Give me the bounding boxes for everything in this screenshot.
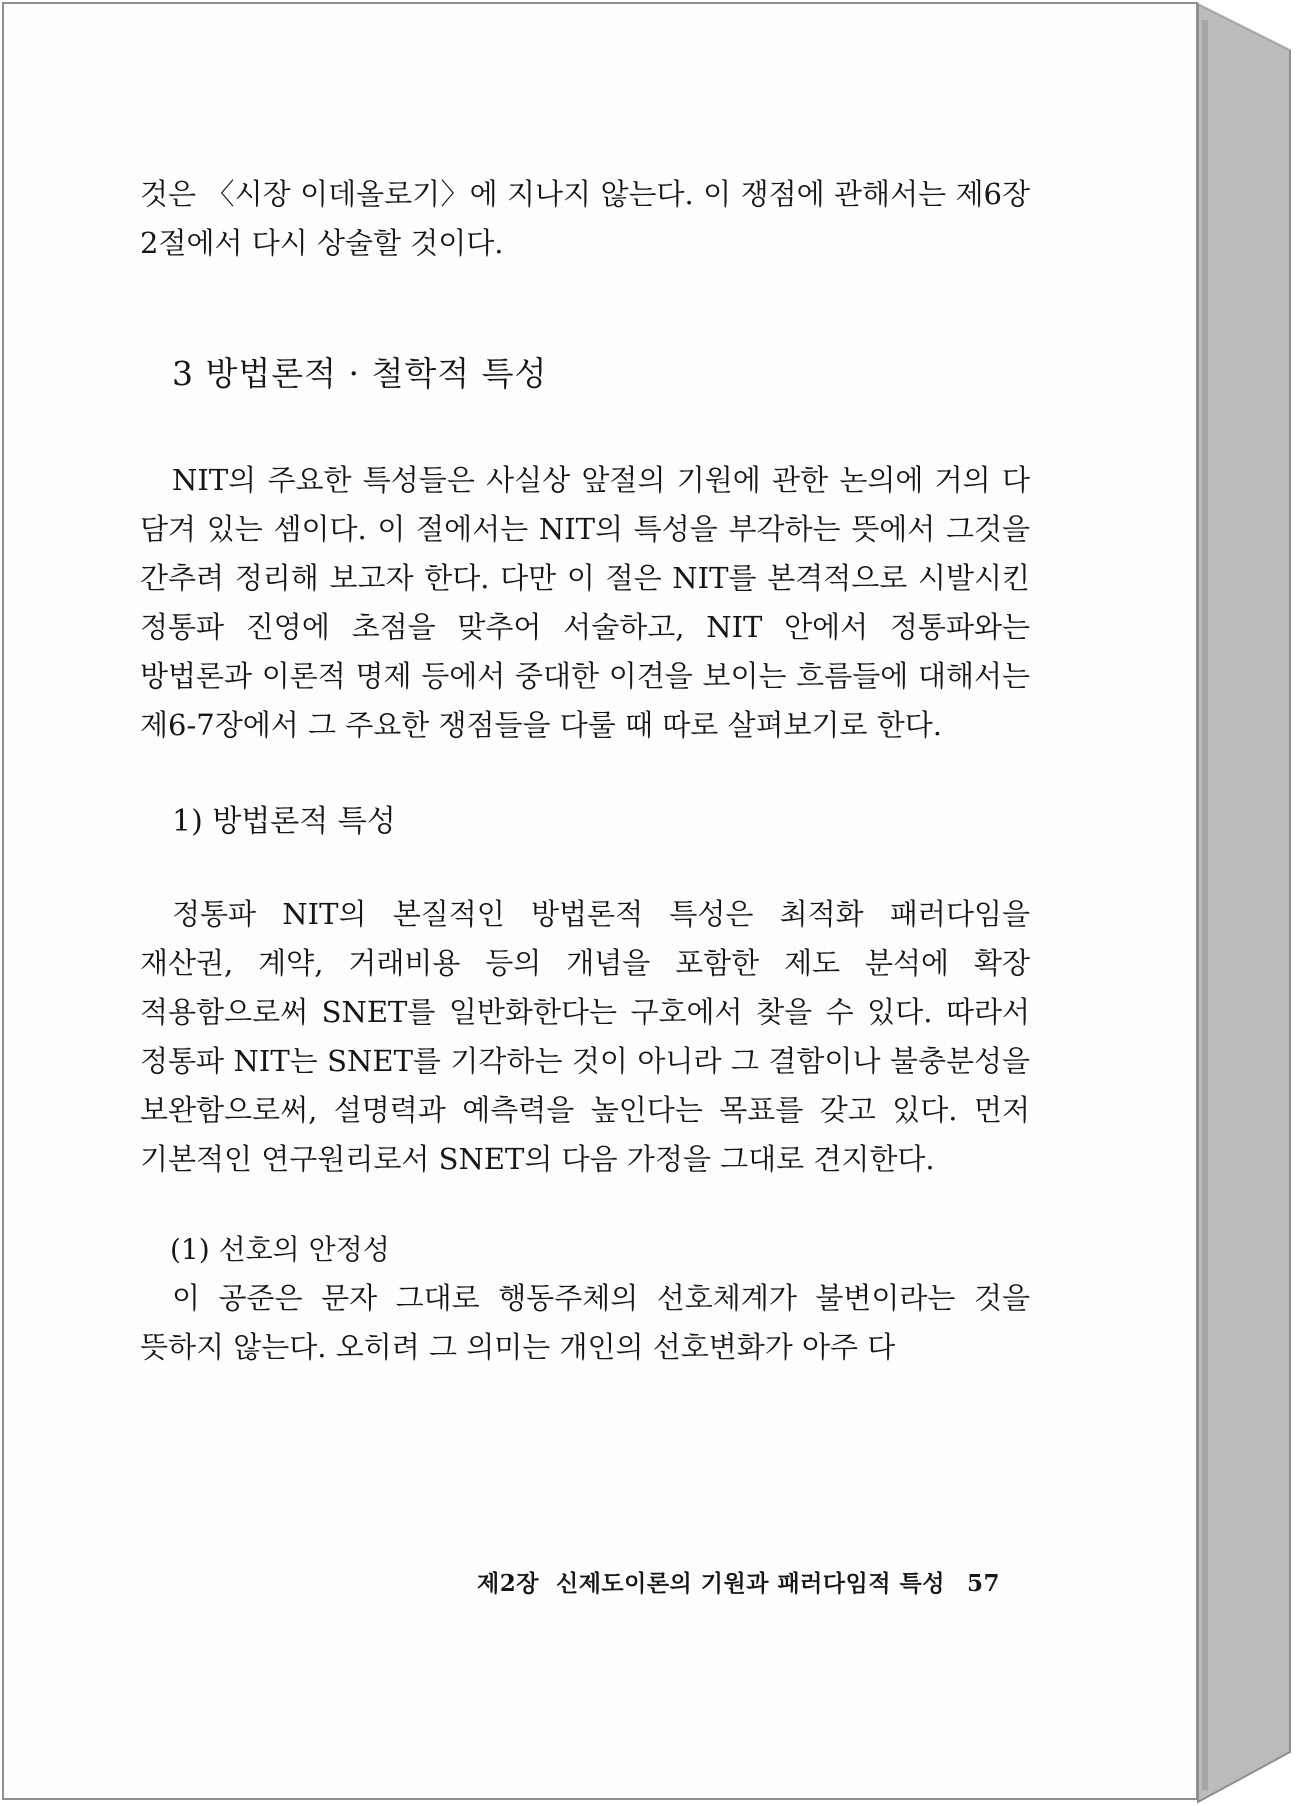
subsection-heading: 1) 방법론적 특성: [172, 804, 396, 839]
page-footer: [420, 1568, 1000, 1600]
intro-paragraph: 것은 〈시장 이데올로기〉에 지나지 않는다. 이 쟁점에 관해서는 제6장 2절에서 다시 상술할 것이다.: [140, 177, 1030, 260]
item-paragraph: 이 공준은 문자 그대로 행동주체의 선호체계가 불변이라는 것을 뜻하지 않는다. 오히려 그 의미는 개인의 선호변화가 아주 다: [140, 1281, 1030, 1364]
section-heading: 3 방법론적 · 철학적 특성: [172, 354, 548, 393]
page-content: [140, 170, 1030, 1372]
book-thickness-side: [1198, 4, 1290, 1802]
page-number: 57: [966, 1570, 1000, 1597]
item-heading: (1) 선호의 안정성: [170, 1233, 390, 1266]
section-paragraph: NIT의 주요한 특성들은 사실상 앞절의 기원에 관한 논의에 거의 다 담겨 있는 셈이다. 이 절에서는 NIT의 특성을 부각하는 뜻에서 그것을 간추려 정리해 보고자 한다. 다만 이 절은 NIT를 본격적으로 시발시킨 정통파 진영에 초점을 맞추어 서술하고, NIT 안에서 정통파와는 방법론과 이론적 명제 등에서 중대한 이견을 보이는 흐름들에 대해서는 제6-7장에서 그 주요한 쟁점들을 다룰 때 따로 살펴보기로 한다.: [140, 463, 1030, 742]
subsection-paragraph: 정통파 NIT의 본질적인 방법론적 특성은 최적화 패러다임을 재산권, 계약, 거래비용 등의 개념을 포함한 제도 분석에 확장 적용함으로써 SNET를 일반화한다는 구호에서 찾을 수 있다. 따라서 정통파 NIT는 SNET를 기각하는 것이 아니라 그 결함이나 불충분성을 보완함으로써, 설명력과 예측력을 높인다는 목표를 갖고 있다. 먼저 기본적인 연구원리로서 SNET의 다음 가정을 그대로 견지한다.: [140, 897, 1030, 1176]
running-head: 제2장 신제도이론의 기원과 패러다임적 특성: [477, 1570, 945, 1597]
